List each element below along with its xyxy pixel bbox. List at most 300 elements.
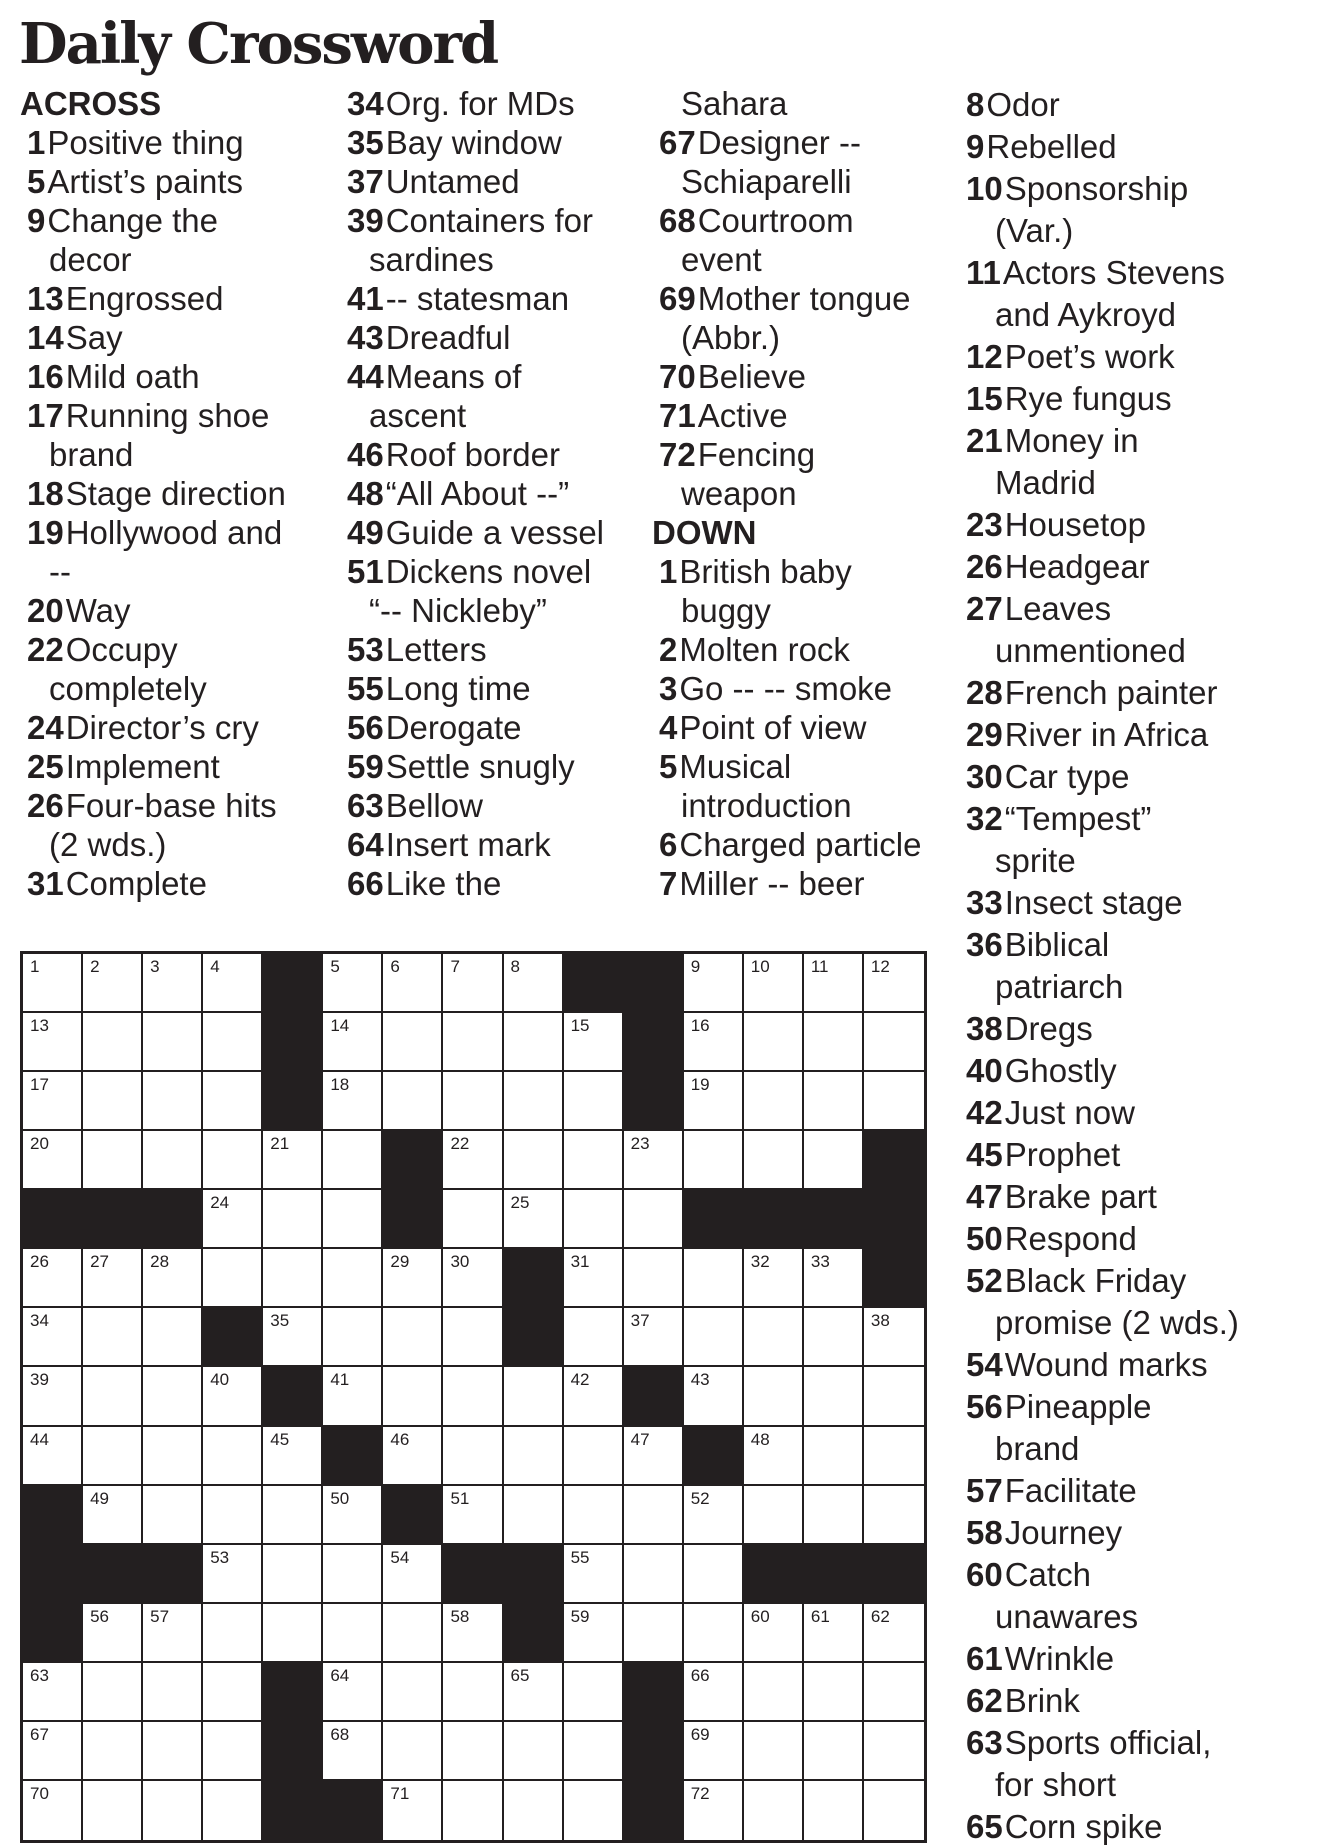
cell-number: 46	[390, 1429, 410, 1449]
cell-number: 10	[750, 957, 770, 976]
cell-number: 32	[750, 1252, 770, 1272]
grid-cell[interactable]	[383, 1781, 443, 1840]
clue-item	[966, 1218, 1276, 1260]
grid-cell[interactable]	[83, 1308, 143, 1367]
grid-cell[interactable]	[323, 1249, 383, 1308]
grid-cell[interactable]	[203, 1131, 263, 1190]
clue-number: 9	[27, 202, 46, 239]
grid-cell[interactable]	[23, 1367, 83, 1426]
grid-cell[interactable]	[323, 1131, 383, 1190]
cell-number: 63	[30, 1665, 49, 1685]
crossword-grid	[20, 951, 927, 1843]
clue-text: Brake part	[1004, 1178, 1157, 1215]
cell-number: 49	[90, 1488, 109, 1508]
clue-number: 58	[966, 1514, 1003, 1551]
grid-cell[interactable]	[443, 1367, 503, 1426]
clue-number: 2	[659, 631, 678, 668]
grid-cell[interactable]	[804, 1072, 864, 1131]
grid-cell[interactable]	[383, 1308, 443, 1367]
clue-item	[966, 1008, 1276, 1050]
grid-cell[interactable]	[203, 1604, 263, 1663]
black-square	[864, 1545, 924, 1604]
grid-cell[interactable]	[684, 1545, 744, 1604]
grid-cell[interactable]	[263, 1545, 323, 1604]
clue-item	[966, 420, 1276, 462]
clue-column-4	[966, 84, 1276, 1848]
clue-item	[966, 1470, 1276, 1512]
grid-cell[interactable]	[504, 1722, 564, 1781]
cell-number: 69	[690, 1724, 710, 1744]
grid-cell[interactable]	[684, 1249, 744, 1308]
cell-number: 5	[330, 957, 340, 976]
grid-cell[interactable]	[83, 1781, 143, 1840]
grid-cell[interactable]	[684, 1013, 744, 1072]
clue-number: 39	[347, 202, 384, 239]
clue-text-continued: decor	[49, 241, 132, 278]
grid-cell[interactable]	[143, 1781, 203, 1840]
grid-cell[interactable]	[804, 1367, 864, 1426]
grid-cell[interactable]	[203, 1249, 263, 1308]
grid-cell[interactable]	[83, 1131, 143, 1190]
grid-cell[interactable]	[143, 1427, 203, 1486]
grid-cell[interactable]	[23, 1013, 83, 1072]
clue-item	[966, 1050, 1276, 1092]
grid-cell[interactable]	[323, 1190, 383, 1249]
clue-text: Believe	[697, 358, 806, 395]
clue-item	[340, 552, 640, 591]
clue-number: 14	[27, 319, 64, 356]
clue-number: 69	[659, 280, 696, 317]
cell-number: 62	[870, 1606, 890, 1626]
black-square	[624, 1663, 684, 1722]
clue-item	[340, 747, 640, 786]
clue-number: 27	[966, 590, 1003, 627]
black-square	[263, 954, 323, 1013]
grid-cell[interactable]	[804, 1781, 864, 1840]
grid-cell[interactable]	[804, 954, 864, 1013]
clue-number: 21	[966, 422, 1003, 459]
grid-cell[interactable]	[804, 1013, 864, 1072]
grid-cell[interactable]	[564, 1545, 624, 1604]
clue-item	[966, 924, 1276, 966]
grid-cell[interactable]	[864, 1781, 924, 1840]
clue-item	[966, 168, 1276, 210]
grid-cell[interactable]	[684, 1604, 744, 1663]
grid-cell[interactable]	[143, 1308, 203, 1367]
clue-item	[340, 630, 640, 669]
grid-cell[interactable]	[564, 1367, 624, 1426]
clue-number: 44	[347, 358, 384, 395]
clue-number: 40	[966, 1052, 1003, 1089]
grid-cell[interactable]	[443, 1190, 503, 1249]
grid-cell[interactable]	[624, 1427, 684, 1486]
clue-number: 57	[966, 1472, 1003, 1509]
grid-cell[interactable]	[383, 1722, 443, 1781]
clue-number: 1	[27, 124, 46, 161]
grid-cell[interactable]	[804, 1427, 864, 1486]
clue-number: 23	[966, 506, 1003, 543]
grid-cell[interactable]	[564, 1663, 624, 1722]
grid-cell[interactable]	[383, 1072, 443, 1131]
grid-cell[interactable]	[443, 1781, 503, 1840]
clue-number: 34	[347, 85, 384, 122]
grid-cell[interactable]	[864, 954, 924, 1013]
grid-cell[interactable]	[443, 1308, 503, 1367]
grid-cell[interactable]	[744, 1722, 804, 1781]
grid-cell[interactable]	[804, 1663, 864, 1722]
grid-cell[interactable]	[203, 1781, 263, 1840]
clue-text: Wound marks	[1004, 1346, 1208, 1383]
clue-text: Four-base hits	[65, 787, 277, 824]
grid-cell[interactable]	[864, 1072, 924, 1131]
grid-cell[interactable]	[744, 1131, 804, 1190]
clue-number: 68	[659, 202, 696, 239]
grid-cell[interactable]	[504, 954, 564, 1013]
grid-cell[interactable]	[684, 1072, 744, 1131]
grid-cell[interactable]	[564, 1013, 624, 1072]
grid-cell[interactable]	[263, 1486, 323, 1545]
clue-item	[340, 825, 640, 864]
clue-number: 5	[27, 163, 46, 200]
grid-cell[interactable]	[23, 1131, 83, 1190]
clue-number: 12	[966, 338, 1003, 375]
grid-cell[interactable]	[203, 1486, 263, 1545]
grid-cell[interactable]	[744, 1072, 804, 1131]
clue-text: Designer --	[697, 124, 861, 161]
grid-cell[interactable]	[323, 1663, 383, 1722]
grid-cell[interactable]	[684, 1781, 744, 1840]
cell-number: 43	[690, 1370, 710, 1390]
clue-text: Just now	[1004, 1094, 1135, 1131]
grid-cell[interactable]	[443, 1663, 503, 1722]
black-square	[263, 1722, 323, 1781]
grid-cell[interactable]	[624, 1486, 684, 1545]
grid-cell[interactable]	[83, 1663, 143, 1722]
grid-cell[interactable]	[744, 1663, 804, 1722]
grid-cell[interactable]	[263, 1427, 323, 1486]
grid-cell[interactable]	[83, 1249, 143, 1308]
grid-cell[interactable]	[263, 1249, 323, 1308]
grid-cell[interactable]	[443, 1013, 503, 1072]
grid-cell[interactable]	[383, 1427, 443, 1486]
clue-item	[966, 756, 1276, 798]
grid-cell[interactable]	[143, 1072, 203, 1131]
grid-cell[interactable]	[203, 1367, 263, 1426]
cell-number: 29	[390, 1252, 410, 1272]
grid-cell[interactable]	[564, 1781, 624, 1840]
clue-item	[340, 435, 640, 474]
grid-cell[interactable]	[23, 1427, 83, 1486]
grid-cell[interactable]	[564, 1131, 624, 1190]
cell-number: 33	[810, 1252, 830, 1272]
cell-number: 14	[330, 1016, 350, 1036]
grid-cell[interactable]	[564, 1427, 624, 1486]
grid-cell[interactable]	[383, 1545, 443, 1604]
grid-cell[interactable]	[684, 1486, 744, 1545]
clue-number: 51	[347, 553, 384, 590]
grid-cell[interactable]	[744, 1604, 804, 1663]
grid-cell[interactable]	[804, 1131, 864, 1190]
grid-cell[interactable]	[263, 1131, 323, 1190]
clue-number: 1	[659, 553, 678, 590]
grid-cell[interactable]	[443, 1072, 503, 1131]
grid-cell[interactable]	[83, 1072, 143, 1131]
down-heading: DOWN	[652, 514, 757, 551]
grid-cell[interactable]	[143, 1013, 203, 1072]
grid-cell[interactable]	[203, 954, 263, 1013]
grid-cell[interactable]	[744, 954, 804, 1013]
grid-cell[interactable]	[744, 1013, 804, 1072]
grid-cell[interactable]	[624, 1545, 684, 1604]
grid-cell[interactable]	[23, 1072, 83, 1131]
grid-cell[interactable]	[504, 1781, 564, 1840]
grid-cell[interactable]	[323, 1367, 383, 1426]
grid-cell[interactable]	[864, 1722, 924, 1781]
grid-cell[interactable]	[804, 1308, 864, 1367]
clue-text: Engrossed	[65, 280, 224, 317]
grid-cell[interactable]	[624, 1190, 684, 1249]
grid-cell[interactable]	[624, 1131, 684, 1190]
grid-cell[interactable]	[504, 1486, 564, 1545]
clue-text-continued: (2 wds.)	[49, 826, 167, 863]
grid-cell[interactable]	[443, 1604, 503, 1663]
clue-text: Say	[65, 319, 123, 356]
page-title: Daily Crossword	[19, 11, 498, 77]
grid-cell[interactable]	[383, 1663, 443, 1722]
grid-cell[interactable]	[744, 1367, 804, 1426]
black-square	[83, 1545, 143, 1604]
grid-cell[interactable]	[443, 1131, 503, 1190]
clue-number: 52	[966, 1262, 1003, 1299]
cell-number: 28	[150, 1252, 170, 1272]
clue-item	[20, 591, 320, 630]
grid-cell[interactable]	[744, 1781, 804, 1840]
clue-item	[966, 1680, 1276, 1722]
clue-item	[652, 279, 952, 318]
clue-text-continued: weapon	[681, 475, 797, 512]
grid-cell[interactable]	[143, 1604, 203, 1663]
grid-cell[interactable]	[684, 1663, 744, 1722]
clue-text: Running shoe	[65, 397, 270, 434]
clue-number: 25	[27, 748, 64, 785]
grid-cell[interactable]	[143, 1367, 203, 1426]
grid-cell[interactable]	[323, 954, 383, 1013]
grid-cell[interactable]	[323, 1486, 383, 1545]
grid-cell[interactable]	[323, 1604, 383, 1663]
clue-item	[966, 882, 1276, 924]
grid-cell[interactable]	[83, 1367, 143, 1426]
grid-cell[interactable]	[143, 954, 203, 1013]
grid-cell[interactable]	[323, 1545, 383, 1604]
clue-text: Musical	[679, 748, 792, 785]
grid-cell[interactable]	[83, 954, 143, 1013]
grid-cell[interactable]	[203, 1722, 263, 1781]
grid-cell[interactable]	[564, 1604, 624, 1663]
grid-cell[interactable]	[23, 1781, 83, 1840]
grid-cell[interactable]	[323, 1072, 383, 1131]
clue-item	[652, 201, 952, 240]
clue-text: Complete	[65, 865, 207, 902]
grid-cell[interactable]	[143, 1722, 203, 1781]
clue-text: -- statesman	[385, 280, 570, 317]
cell-number: 9	[690, 957, 701, 976]
grid-cell[interactable]	[684, 1131, 744, 1190]
black-square	[564, 954, 624, 1013]
grid-cell[interactable]	[504, 1131, 564, 1190]
cell-number: 64	[330, 1665, 350, 1685]
grid-cell[interactable]	[624, 1249, 684, 1308]
clue-item	[20, 279, 320, 318]
clue-text-continued: Sahara	[681, 85, 788, 122]
clue-text: British baby	[679, 553, 852, 590]
grid-cell[interactable]	[744, 1486, 804, 1545]
clue-number: 11	[966, 254, 1001, 291]
grid-cell[interactable]	[624, 1604, 684, 1663]
black-square	[504, 1545, 564, 1604]
black-square	[804, 1545, 864, 1604]
clue-item	[966, 798, 1276, 840]
cell-number: 70	[30, 1783, 49, 1803]
grid-cell[interactable]	[383, 1604, 443, 1663]
clue-text: Money in	[1004, 422, 1139, 459]
grid-cell[interactable]	[864, 1663, 924, 1722]
clue-text: Dregs	[1004, 1010, 1093, 1047]
black-square	[624, 954, 684, 1013]
clue-text: Molten rock	[679, 631, 850, 668]
grid-cell[interactable]	[83, 1427, 143, 1486]
grid-cell[interactable]	[804, 1249, 864, 1308]
grid-cell[interactable]	[83, 1013, 143, 1072]
grid-cell[interactable]	[864, 1013, 924, 1072]
clue-number: 8	[966, 86, 985, 123]
grid-cell[interactable]	[504, 1367, 564, 1426]
black-square	[83, 1190, 143, 1249]
grid-cell[interactable]	[143, 1486, 203, 1545]
grid-cell[interactable]	[504, 1013, 564, 1072]
grid-cell[interactable]	[143, 1663, 203, 1722]
grid-cell[interactable]	[564, 1249, 624, 1308]
grid-cell[interactable]	[323, 1308, 383, 1367]
grid-cell[interactable]	[83, 1486, 143, 1545]
grid-cell[interactable]	[564, 1190, 624, 1249]
grid-cell[interactable]	[684, 954, 744, 1013]
grid-cell[interactable]	[744, 1427, 804, 1486]
grid-cell[interactable]	[203, 1663, 263, 1722]
grid-cell[interactable]	[864, 1486, 924, 1545]
clue-text: Hollywood and	[65, 514, 283, 551]
clue-text: Active	[697, 397, 788, 434]
grid-cell[interactable]	[203, 1013, 263, 1072]
clue-text: River in Africa	[1004, 716, 1209, 753]
grid-cell[interactable]	[684, 1308, 744, 1367]
grid-cell[interactable]	[504, 1427, 564, 1486]
clue-text: Org. for MDs	[385, 85, 575, 122]
grid-cell[interactable]	[864, 1604, 924, 1663]
grid-cell[interactable]	[443, 1249, 503, 1308]
clue-text: Ghostly	[1004, 1052, 1117, 1089]
grid-cell[interactable]	[804, 1604, 864, 1663]
grid-cell[interactable]	[83, 1604, 143, 1663]
grid-cell[interactable]	[143, 1249, 203, 1308]
grid-cell[interactable]	[203, 1545, 263, 1604]
grid-cell[interactable]	[23, 1308, 83, 1367]
grid-cell[interactable]	[684, 1722, 744, 1781]
grid-cell[interactable]	[804, 1486, 864, 1545]
cell-number: 7	[450, 957, 460, 976]
grid-cell[interactable]	[504, 1072, 564, 1131]
grid-cell[interactable]	[383, 954, 443, 1013]
grid-cell[interactable]	[23, 1249, 83, 1308]
grid-cell[interactable]	[323, 1722, 383, 1781]
grid-cell[interactable]	[504, 1190, 564, 1249]
grid-cell[interactable]	[143, 1131, 203, 1190]
grid-cell[interactable]	[323, 1013, 383, 1072]
clue-text: Bay window	[385, 124, 562, 161]
grid-cell[interactable]	[564, 1072, 624, 1131]
grid-cell[interactable]	[263, 1308, 323, 1367]
black-square	[143, 1190, 203, 1249]
cell-number: 48	[750, 1429, 770, 1449]
grid-cell[interactable]	[83, 1722, 143, 1781]
grid-cell[interactable]	[383, 1249, 443, 1308]
grid-cell[interactable]	[564, 1722, 624, 1781]
grid-cell[interactable]	[564, 1486, 624, 1545]
cell-number: 12	[870, 957, 890, 976]
grid-cell[interactable]	[383, 1367, 443, 1426]
grid-cell[interactable]	[443, 1486, 503, 1545]
grid-cell[interactable]	[864, 1367, 924, 1426]
grid-cell[interactable]	[443, 1722, 503, 1781]
clue-item	[20, 864, 320, 903]
grid-cell[interactable]	[443, 1427, 503, 1486]
grid-cell[interactable]	[203, 1072, 263, 1131]
clue-item	[340, 357, 640, 396]
clue-item	[340, 279, 640, 318]
clue-text: Guide a vessel	[385, 514, 605, 551]
grid-cell[interactable]	[744, 1308, 804, 1367]
grid-cell[interactable]	[263, 1190, 323, 1249]
cell-number: 16	[690, 1016, 710, 1036]
clue-number: 60	[966, 1556, 1003, 1593]
grid-cell[interactable]	[564, 1308, 624, 1367]
grid-cell[interactable]	[23, 954, 83, 1013]
grid-cell[interactable]	[23, 1663, 83, 1722]
clue-number: 18	[27, 475, 64, 512]
grid-cell[interactable]	[203, 1427, 263, 1486]
grid-cell[interactable]	[624, 1308, 684, 1367]
grid-cell[interactable]	[504, 1663, 564, 1722]
grid-cell[interactable]	[23, 1722, 83, 1781]
grid-cell[interactable]	[744, 1249, 804, 1308]
grid-cell[interactable]	[203, 1190, 263, 1249]
grid-cell[interactable]	[443, 954, 503, 1013]
grid-cell[interactable]	[864, 1427, 924, 1486]
grid-cell[interactable]	[263, 1604, 323, 1663]
cell-number: 21	[270, 1134, 290, 1154]
clue-item	[652, 435, 952, 474]
grid-cell[interactable]	[864, 1308, 924, 1367]
clue-text: Respond	[1004, 1220, 1137, 1257]
clue-item	[966, 546, 1276, 588]
grid-cell[interactable]	[383, 1013, 443, 1072]
clue-number: 26	[27, 787, 64, 824]
cell-number: 25	[510, 1193, 530, 1213]
grid-cell[interactable]	[684, 1367, 744, 1426]
clue-item	[966, 588, 1276, 630]
clue-item	[966, 1722, 1276, 1764]
cell-number: 34	[30, 1311, 49, 1331]
grid-cell[interactable]	[804, 1722, 864, 1781]
